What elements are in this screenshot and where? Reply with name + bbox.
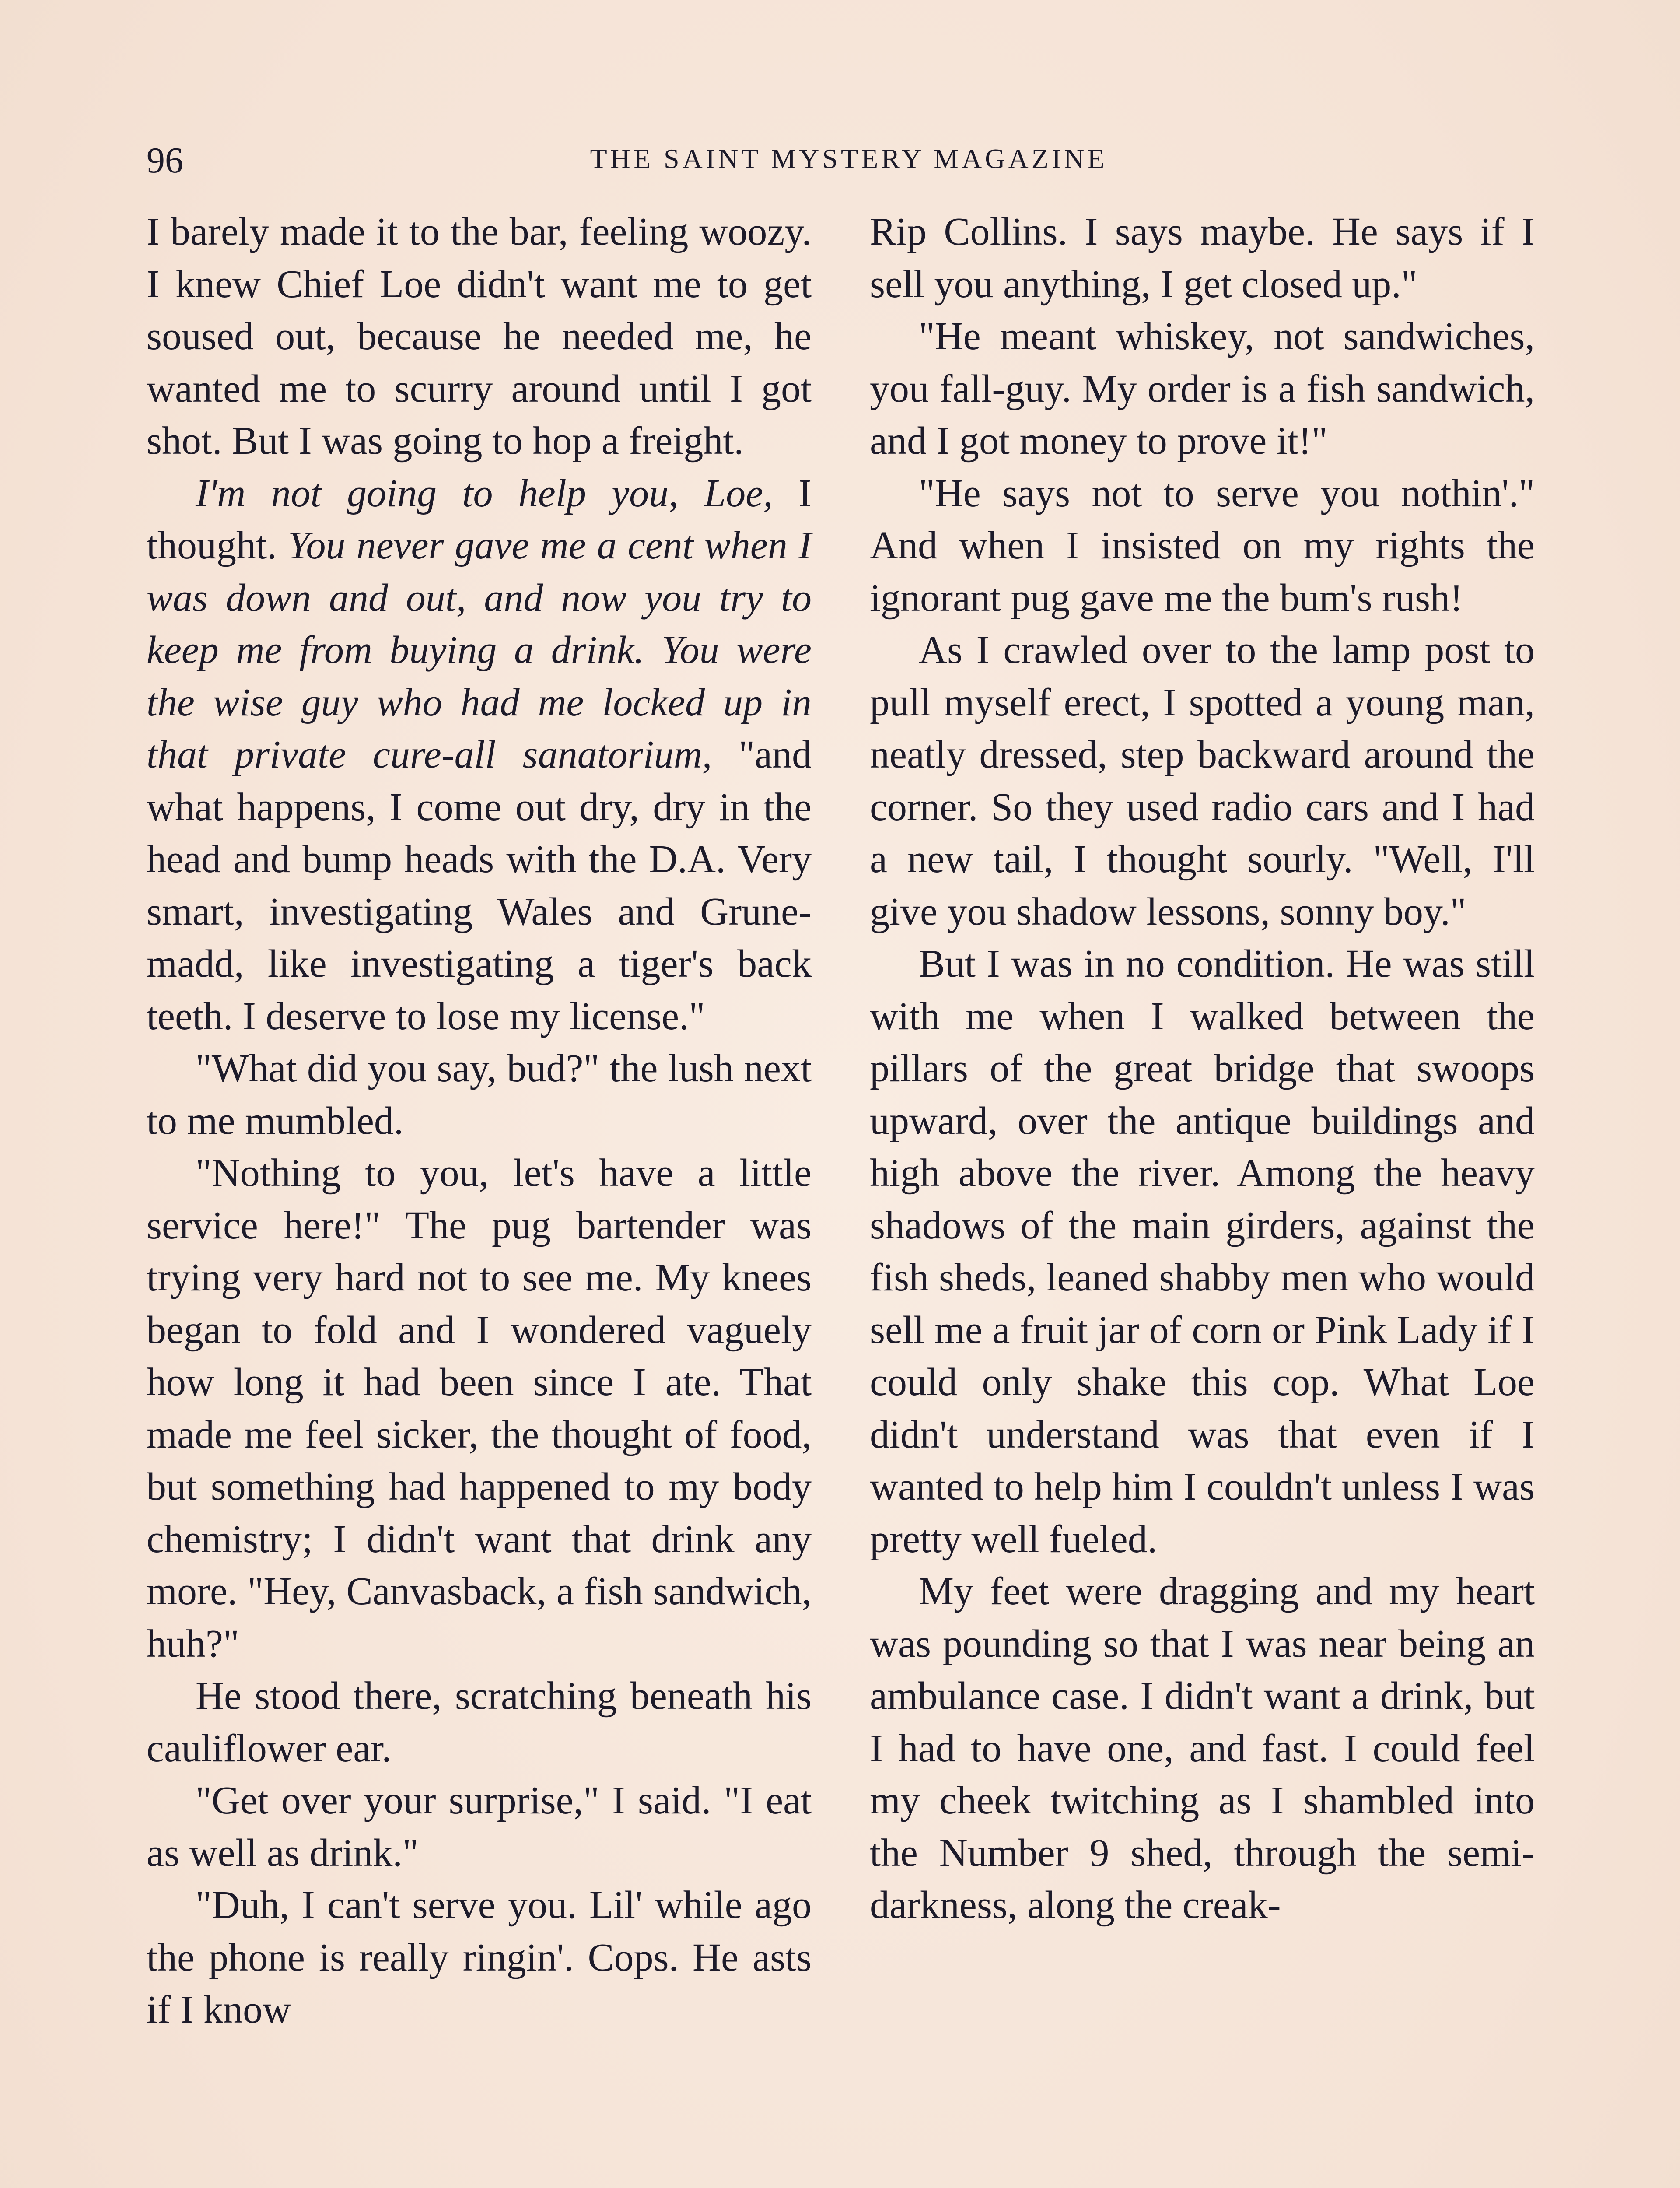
paragraph-thoughts (147, 467, 812, 1043)
running-title: THE SAINT MYSTERY MAGAZINE (590, 143, 1108, 174)
page-number: 96 (147, 140, 183, 181)
paragraph: "Get over your surprise," I said. "I eat as well as drink." (147, 1779, 812, 1875)
paragraph: I barely made it to the bar, feeling woozy. I knew Chief Loe didn't want me to get soused out, because he needed me, he wanted me to scurry around until I got shot. But I was going to hop a freight. (147, 210, 812, 463)
paragraph-text: "and what happens, I come out dry, dry in the head and bump heads with the D.A. Very smart, investigating Wales and Grunemadd, like investigating a tiger's back teeth. I deserve to lose my license." (147, 733, 812, 1038)
italic-thought: I'm not going to help you, Loe, (196, 471, 773, 515)
paragraph: He stood there, scratching beneath his cauliflower ear. (147, 1674, 812, 1770)
paragraph: "What did you say, bud?" the lush next to me mumbled. (147, 1047, 812, 1143)
paragraph: Rip Collins. I says maybe. He says if I sell you anything, I get closed up." (870, 210, 1535, 306)
paragraph: "Nothing to you, let's have a little service here!" The pug bartender was trying very hard not to see me. My knees began to fold and I wondered vaguely how long it had been since I ate. That made me feel sicker, the thought of food, but something had happened to my body chemistry; I didn't want that drink any more. "Hey, Canvasback, a fish sandwich, huh?" (147, 1151, 812, 1666)
left-column (147, 206, 812, 2036)
italic-thought: You never gave me a cent when I was down and out, and now you try to keep me from buying a drink. You were the wise guy who had me locked up in that private cure-all sanatorium, (147, 524, 812, 776)
paragraph: As I crawled over to the lamp post to pull myself erect, I spotted a young man, neatly dressed, step backward around the corner. So they used radio cars and I had a new tail, I thought sourly. "Well, I'll give you shadow lessons, sonny boy." (870, 628, 1535, 933)
paragraph: "He says not to serve you nothin'." And when I insisted on my rights the ignorant pug gave me the bum's rush! (870, 471, 1535, 620)
page-header (147, 139, 1533, 187)
paragraph: "He meant whiskey, not sandwiches, you fall-guy. My order is a fish sandwich, and I got money to prove it!" (870, 315, 1535, 463)
paragraph: My feet were dragging and my heart was pounding so that I was near being an ambulance case. I didn't want a drink, but I had to have one, and fast. I could feel my cheek twitching as I shambled into the Number 9 shed, through the semi-darkness, along the creak- (870, 1570, 1535, 1927)
paragraph-text: I thought. (147, 471, 812, 567)
right-column (870, 206, 1535, 1932)
paragraph: But I was in no condition. He was still with me when I walked between the pillars of the great bridge that swoops upward, over the antique buildings and high above the river. Among the heavy shadows of the main girders, against the fish sheds, leaned shabby men who would sell me a fruit jar of corn or Pink Lady if I could only shake this cop. What Loe didn't understand was that even if I wanted to help him I couldn't unless I was pretty well fueled. (870, 942, 1535, 1561)
paragraph: "Duh, I can't serve you. Lil' while ago the phone is really ringin'. Cops. He asts if I know (147, 1883, 812, 2031)
